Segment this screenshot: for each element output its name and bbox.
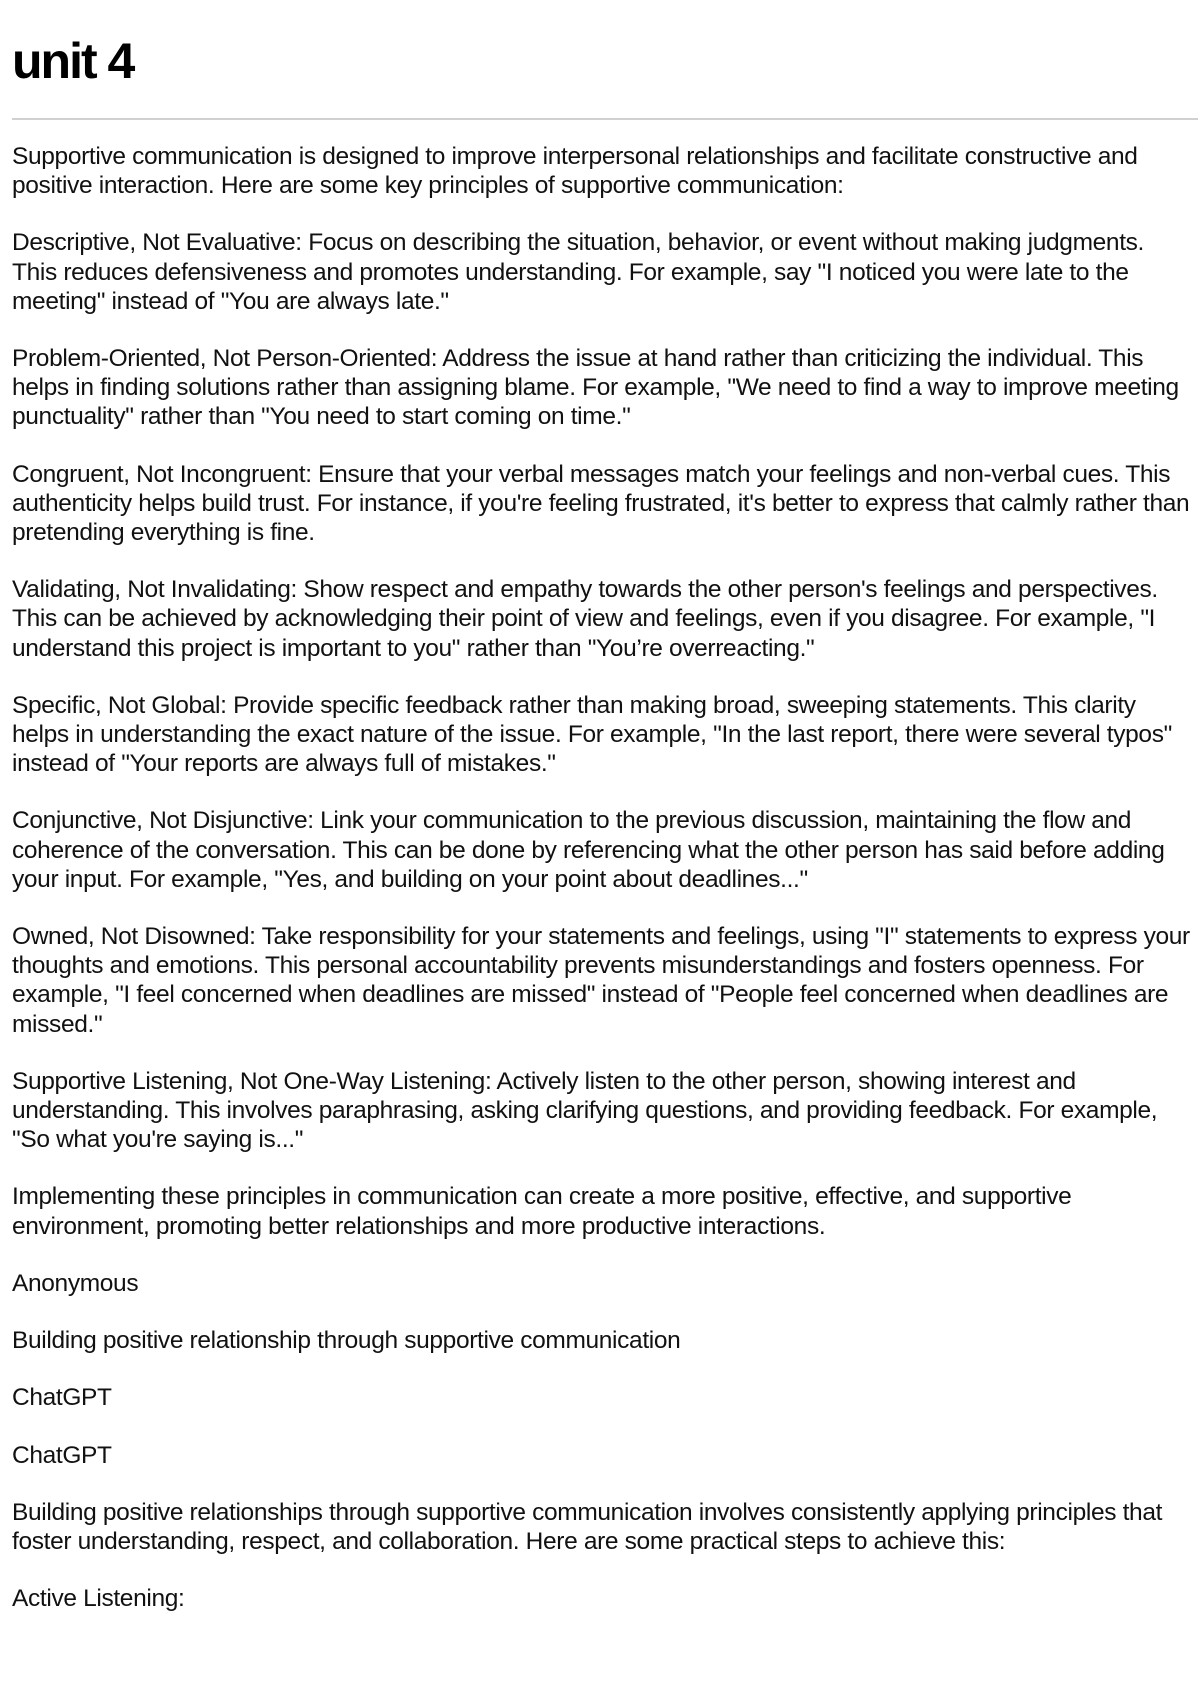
paragraph-supportive-listening: Supportive Listening, Not One-Way Listening: Actively listen to the other person, showing interest and understanding. This involves paraphrasing, asking clarifying questions, and providing feedback. For example, "So what you're saying is..." — [12, 1067, 1158, 1154]
paragraph-validating: Validating, Not Invalidating: Show respect and empathy towards the other person's feelings and perspectives. This can be achieved by acknowledging their point of view and feelings, even if you disagree. For example, "I understand this project is important to you" rather than "You’re overreacting." — [12, 576, 1158, 662]
document-body — [12, 142, 1190, 1613]
paragraph-intro: Supportive communication is designed to improve interpersonal relationships and facilitate constructive and positive interaction. Here are some key principles of supportive communication: — [12, 143, 1138, 200]
paragraph-specific: Specific, Not Global: Provide specific feedback rather than making broad, sweeping statements. This clarity helps in understanding the exact nature of the issue. For example, "In the last report, there were several typos" instead of "Your reports are always full of mistakes." — [12, 691, 1172, 778]
paragraph-author: Anonymous — [12, 1269, 139, 1297]
paragraph-prompt: Building positive relationship through supportive communication — [12, 1327, 681, 1355]
title-divider — [12, 118, 1198, 120]
document-page — [12, 0, 1192, 1641]
paragraph-congruent: Congruent, Not Incongruent: Ensure that your verbal messages match your feelings and non-verbal cues. This authenticity helps build trust. For instance, if you're feeling frustrated, it's better to express that calmly rather than pretending everything is fine. — [12, 460, 1190, 547]
paragraph-owned: Owned, Not Disowned: Take responsibility for your statements and feelings, using "I" statements to express your thoughts and emotions. This personal accountability prevents misunderstandings and fosters openness. For example, "I feel concerned when deadlines are missed" instead of "People feel concerned when deadlines are missed." — [12, 923, 1190, 1038]
paragraph-problem-oriented: Problem-Oriented, Not Person-Oriented: Address the issue at hand rather than criticizing the individual. This helps in finding solutions rather than assigning blame. For example, "We need to find a way to improve meeting punctuality" rather than "You need to start coming on time." — [12, 345, 1179, 431]
paragraph-descriptive: Descriptive, Not Evaluative: Focus on describing the situation, behavior, or event without making judgments. This reduces defensiveness and promotes understanding. For example, say "I noticed you were late to the meeting" instead of "You are always late." — [12, 229, 1145, 315]
paragraph-speaker-1: ChatGPT — [12, 1384, 112, 1412]
paragraph-implementing: Implementing these principles in communication can create a more positive, effective, and supportive environment, promoting better relationships and more productive interactions. — [12, 1183, 1072, 1240]
page-title: unit 4 — [12, 33, 134, 89]
paragraph-building-relationships: Building positive relationships through supportive communication involves consistently applying principles that foster understanding, respect, and collaboration. Here are some practical steps to achieve this: — [12, 1498, 1163, 1555]
paragraph-active-listening: Active Listening: — [12, 1585, 185, 1613]
paragraph-conjunctive: Conjunctive, Not Disjunctive: Link your communication to the previous discussion, maintaining the flow and coherence of the conversation. This can be done by referencing what the other person has said before adding your input. For example, "Yes, and building on your point about deadlines..." — [12, 807, 1165, 893]
paragraph-speaker-2: ChatGPT — [12, 1441, 112, 1469]
